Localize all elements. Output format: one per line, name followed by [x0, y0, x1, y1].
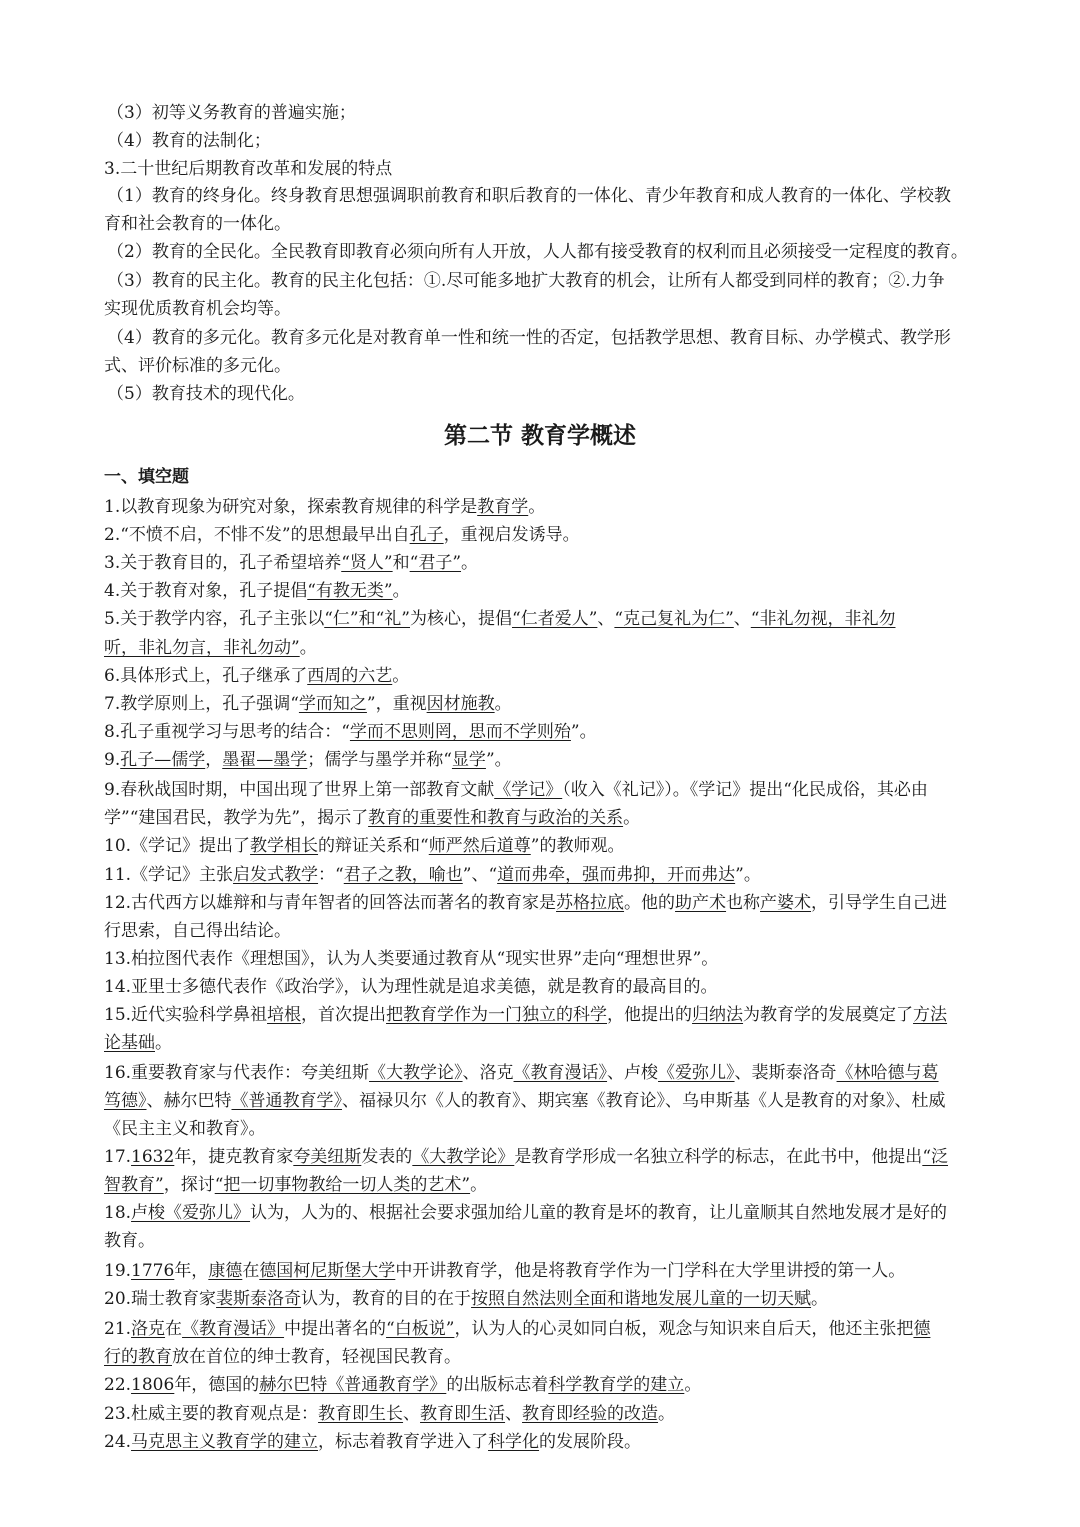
intro-line: 3.二十世纪后期教育改革和发展的特点	[104, 159, 393, 179]
item-line: 20.瑞士教育家裴斯泰洛奇认为，教育的目的在于按照自然法则全面和谐地发展儿童的一切天赋。	[104, 1289, 829, 1309]
item-line: 17.1632年，捷克教育家夸美纽斯发表的《大教学论》是教育学形成一名独立科学的标志，在此书中，他提出“泛	[104, 1147, 949, 1167]
intro-line: 育和社会教育的一体化。	[104, 214, 291, 234]
item-line: 4.关于教育对象，孔子提倡“有教无类”。	[104, 581, 410, 601]
item-line: 11.《学记》主张启发式教学：“君子之教，喻也”、“道而弗牵，强而弗抑，开而弗达”。	[104, 865, 761, 885]
item-line: 学”“建国君民，教学为先”，揭示了教育的重要性和教育与政治的关系。	[104, 808, 641, 828]
item-line: 1.以教育现象为研究对象，探索教育规律的科学是教育学。	[104, 497, 546, 517]
section-title: 第二节 教育学概述	[443, 423, 636, 449]
item-line: 24.马克思主义教育学的建立，标志着教育学进入了科学化的发展阶段。	[104, 1432, 642, 1452]
intro-line: （3）初等义务教育的普遍实施；	[107, 103, 356, 123]
item-line: 笃德》、赫尔巴特《普通教育学》、福禄贝尔《人的教育》、期宾塞《教育论》、乌申斯基《人是教育的对象》、杜威	[104, 1091, 946, 1111]
intro-line: （1）教育的终身化。终身教育思想强调职前教育和职后教育的一体化、青少年教育和成人教育的一体化、学校教	[107, 186, 951, 206]
item-line: 6.具体形式上，孔子继承了西周的六艺。	[104, 666, 410, 686]
item-line: 《民主主义和教育》。	[104, 1119, 266, 1139]
intro-line: （2）教育的全民化。全民教育即教育必须向所有人开放，人人都有接受教育的权利而且必须接受一定程度的教育。	[107, 242, 968, 262]
intro-line: （5）教育技术的现代化。	[107, 384, 305, 404]
item-line: 10.《学记》提出了教学相长的辩证关系和“师严然后道尊”的教师观。	[104, 836, 625, 856]
item-line: 5.关于教学内容，孔子主张以“仁”和“礼”为核心，提倡“仁者爱人”、“克己复礼为仁”、“非礼勿视，非礼勿	[104, 609, 896, 629]
intro-line: 式、评价标准的多元化。	[104, 356, 291, 376]
item-line: 教育。	[104, 1231, 155, 1251]
item-line: 论基础。	[104, 1033, 172, 1053]
item-line: 18.卢梭《爱弥儿》认为，人为的、根据社会要求强加给儿童的教育是坏的教育，让儿童顺其自然地发展才是好的	[104, 1203, 948, 1223]
item-line: 14.亚里士多德代表作《政治学》，认为理性就是追求美德，就是教育的最高目的。	[104, 977, 718, 997]
item-line: 智教育”，探讨“把一切事物教给一切人类的艺术”。	[104, 1175, 488, 1195]
item-line: 行思索，自己得出结论。	[104, 921, 291, 941]
item-line: 8.孔子重视学习与思考的结合：“学而不思则罔，思而不学则殆”。	[104, 722, 597, 742]
item-line: 行的教育放在首位的绅士教育，轻视国民教育。	[104, 1347, 461, 1367]
item-line: 9.孔子—儒学，墨翟—墨学；儒学与墨学并称“显学”。	[104, 750, 512, 770]
item-line: 19.1776年，康德在德国柯尼斯堡大学中开讲教育学，他是将教育学作为一门学科在大学里讲授的第一人。	[104, 1261, 906, 1281]
item-line: 22.1806年，德国的赫尔巴特《普通教育学》的出版标志着科学教育学的建立。	[104, 1375, 702, 1395]
item-line: 13.柏拉图代表作《理想国》，认为人类要通过教育从“现实世界”走向“理想世界”。	[104, 949, 719, 969]
item-line: 21.洛克在《教育漫话》中提出著名的“白板说”，认为人的心灵如同白板，观念与知识来自后天，他还主张把德	[104, 1319, 931, 1339]
item-line: 7.教学原则上，孔子强调“学而知之”，重视因材施教。	[104, 694, 512, 714]
subsection-title: 一、填空题	[104, 467, 189, 487]
intro-line: （3）教育的民主化。教育的民主化包括：①.尽可能多地扩大教育的机会，让所有人都受到同样的教育；②.力争	[107, 271, 945, 291]
intro-line: 实现优质教育机会均等。	[104, 299, 291, 319]
item-line: 23.杜威主要的教育观点是：教育即生长、教育即生活、教育即经验的改造。	[104, 1404, 676, 1424]
intro-line: （4）教育的多元化。教育多元化是对教育单一性和统一性的否定，包括教学思想、教育目标、办学模式、教学形	[107, 328, 951, 348]
item-line: 12.古代西方以雄辩和与青年智者的回答法而著名的教育家是苏格拉底。他的助产术也称产婆术，引导学生自己进	[104, 893, 948, 913]
item-line: 3.关于教育目的，孔子希望培养“贤人”和“君子”。	[104, 553, 479, 573]
item-line: 2.“不愤不启，不悱不发”的思想最早出自孔子，重视启发诱导。	[104, 525, 580, 545]
item-line: 9.春秋战国时期，中国出现了世界上第一部教育文献《学记》（收入《礼记》）。《学记》提出“化民成俗，其必由	[104, 780, 928, 800]
intro-line: （4）教育的法制化；	[107, 131, 271, 151]
item-line: 听，非礼勿言，非礼勿动”。	[104, 638, 317, 658]
item-line: 16.重要教育家与代表作：夸美纽斯《大教学论》、洛克《教育漫话》、卢梭《爱弥儿》、裴斯泰洛奇《林哈德与葛	[104, 1063, 939, 1083]
item-line: 15.近代实验科学鼻祖培根，首次提出把教育学作为一门独立的科学，他提出的归纳法为教育学的发展奠定了方法	[104, 1005, 948, 1025]
